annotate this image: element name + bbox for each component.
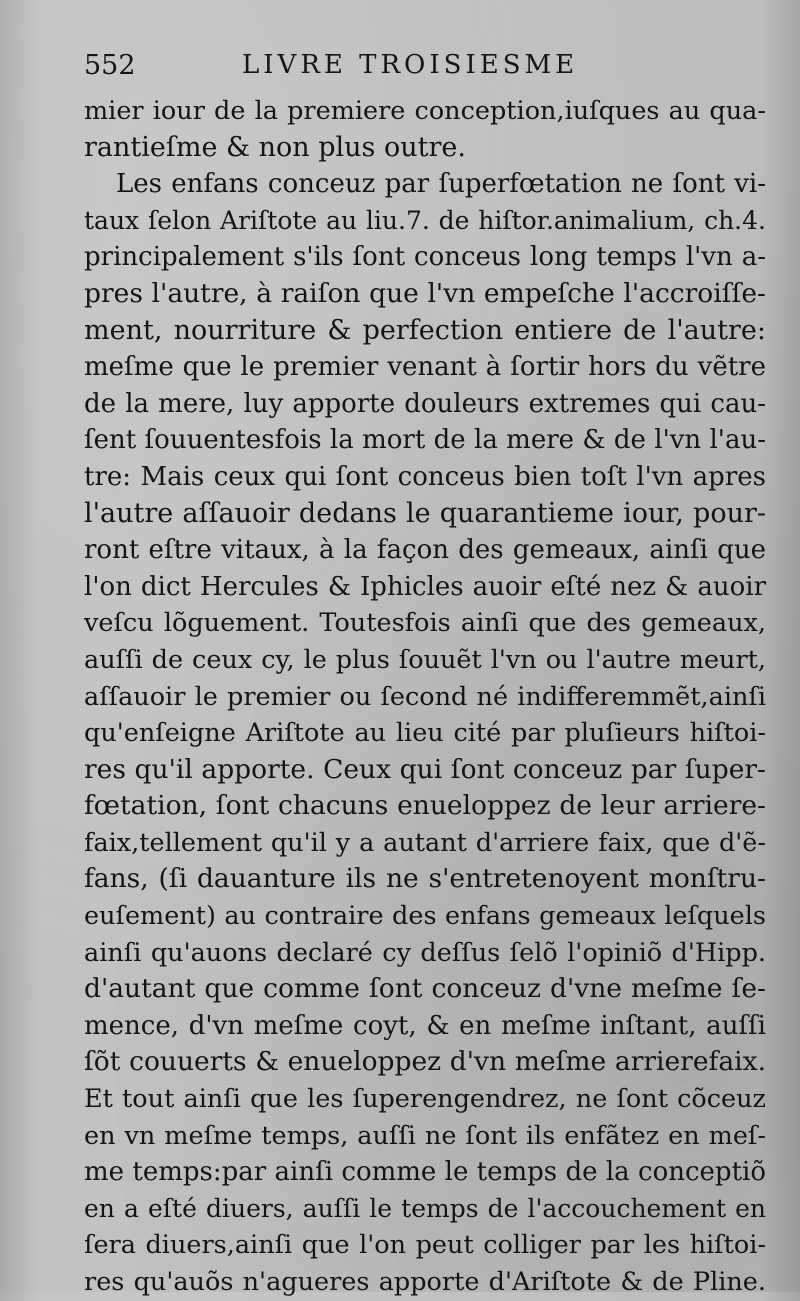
text-line: Et tout ainſi que les ſuperengendrez, ne ſont cõceuz [84,1084,766,1115]
text-line: ſera diuers,ainſi que l'on peut colliger par les hiſtoi- [84,1230,766,1261]
text-line: d'autant que comme ſont conceuz d'vne meſme ſe- [84,973,766,1005]
text-line: qu'enſeigne Ariſtote au lieu cité par pluſieurs hiſtoi- [84,718,766,749]
text-line: ſent ſouuentesfois la mort de la mere & de l'vn l'au- [84,425,766,456]
text-line: veſcu lõguement. Toutesfois ainſi que des gemeaux, [84,608,766,639]
text-line: meſme que le premier venant à ſortir hors du vẽtre [84,352,766,383]
text-line: mier iour de la premiere conception,iuſques au qua- [84,96,766,126]
text-line: Les enfans conceuz par ſuperfœtation ne ſont vi- [116,169,766,200]
text-line: mence, d'vn meſme coyt, & en meſme inſtant, auſſi [84,1010,766,1041]
text-line: ront eſtre vitaux, à la façon des gemeaux, ainſi que [84,535,766,566]
text-line: de la mere, luy apporte douleurs extremes qui cau- [84,388,766,419]
text-line: faix,tellement qu'il y a autant d'arriere faix, que d'ẽ- [84,827,766,858]
text-line: taux ſelon Ariſtote au liu.7. de hiſtor.animalium, ch.4. [84,205,766,235]
text-line: en vn meſme temps, auſſi ne ſont ils enfãtez en meſ- [84,1120,766,1151]
text-line: l'autre aſſauoir dedans le quarantieme iour, pour- [84,497,766,529]
page-header [84,44,764,84]
text-line: ainſi qu'auons declaré cy deſſus ſelõ l'opiniõ d'Hipp. [84,937,766,968]
text-line: fœtation, ſont chacuns enueloppez de leur arriere- [84,790,766,822]
text-line: rantieſme & non plus outre. [84,131,466,163]
text-line: ſõt couuerts & enueloppez d'vn meſme arrierefaix. [84,1046,766,1078]
text-line: res qu'auõs n'agueres apporte d'Ariſtote & de Pline. [84,1267,766,1297]
text-line: auſſi de ceux cy, le plus ſouuẽt l'vn ou l'autre meurt, [84,644,766,675]
text-line: principalement s'ils ſont conceus long temps l'vn a- [84,242,766,273]
text-line: res qu'il apporte. Ceux qui ſont conceuz par ſuper- [84,753,766,785]
text-line: tre: Mais ceux qui ſont conceus bien toſt l'vn apres [84,461,766,492]
running-head: LIVRE TROISIESME [242,50,579,80]
text-line: euſement) au contraire des enfans gemeaux leſquels [84,901,766,932]
text-line: en a eſté diuers, auſſi le temps de l'accouchement en [84,1193,766,1223]
text-line: ment, nourriture & perfection entiere de l'autre: [84,314,766,346]
text-line: me temps:par ainſi comme le temps de la conceptiõ [84,1157,766,1188]
text-line: l'on dict Hercules & Iphicles auoir eſté nez & auoir [84,571,766,602]
text-line: fans, (ſi dauanture ils ne s'entretenoyent monſtru- [84,863,766,895]
text-line: aſſauoir le premier ou ſecond né indifferemmẽt,ainſi [84,681,766,712]
page-number: 552 [84,50,136,81]
text-line: pres l'autre, à raiſon que l'vn empeſche l'accroiſſe- [84,277,766,309]
body-text [84,93,766,1301]
